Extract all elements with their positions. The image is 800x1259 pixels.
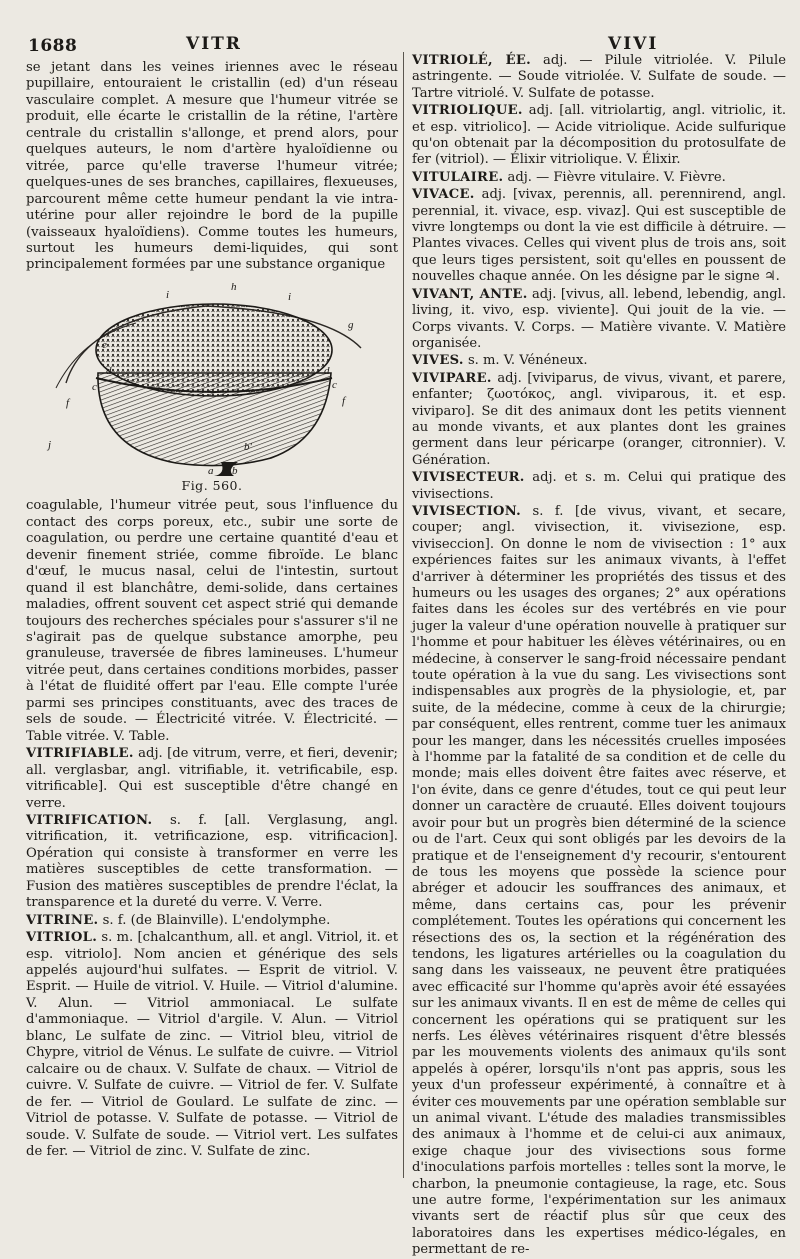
figure-caption: Fig. 560.	[181, 477, 243, 493]
entry-headword: VIVANT, ANTE.	[412, 286, 528, 302]
entry-text: s. f. (de Blainville). L'endolymphe.	[98, 912, 331, 928]
dictionary-entry	[412, 353, 786, 369]
figure-label: i	[166, 288, 170, 301]
left-column	[26, 60, 398, 1178]
entry-text: adj. [de vitrum, verre, et fieri, devenir; all. verglasbar, angl. vitrifiable, it. vetrificabile, esp. vitrificable]. Qui est susceptible d'être changé en verre.	[26, 746, 398, 811]
figure-label: d	[106, 364, 112, 377]
entry-headword: VIVISECTION.	[412, 503, 521, 519]
figure-label: b	[232, 464, 238, 477]
figure-label: g	[348, 318, 354, 331]
dictionary-entry	[412, 470, 786, 503]
figure-label: i	[288, 290, 292, 303]
entry-text: adj. [all. vitriolartig, angl. vitriolic, it. et esp. vitriolico]. — Acide vitriolique. Acide sulfurique qu'on obtenait par la décomposition du protosulfate de fer (vitriol). — Élixir vitriolique. V. Élixir.	[412, 103, 786, 168]
figure-label: c	[92, 380, 97, 393]
dictionary-entry	[412, 371, 786, 469]
dictionary-entry	[26, 813, 398, 912]
dictionary-entry	[412, 53, 786, 102]
vitreous-body-illustration	[26, 278, 398, 476]
guide-word-left: VITR	[186, 34, 242, 54]
retina-dome	[96, 304, 332, 396]
figure-label: f	[342, 394, 346, 407]
entry-headword: VITRIFICATION.	[26, 812, 153, 828]
entry-headword: VIVACE.	[412, 187, 475, 203]
page-number: 1688	[28, 36, 78, 56]
figure-label: e	[102, 338, 107, 351]
dictionary-entry	[26, 930, 398, 1160]
entry-text: adj. — Pilule vitriolée. V. Pilule astringente. — Soude vitriolée. V. Sulfate de soude. — Tartre vitriolé. V. Sulfate de potasse.	[412, 53, 786, 101]
entry-headword: VIVIPARE.	[412, 370, 492, 386]
entry-text: adj. et s. m. Celui qui pratique des vivisections.	[412, 470, 786, 502]
entry-text: adj. [vivax, perennis, all. perennirend, angl. perennial, it. vivace, esp. vivaz]. Qui est susceptible de vivre longtemps ou dont la vie est difficile à détruire. — Plantes vivaces. Celles qui vivent plus de trois ans, soit que leurs tiges persistent, soit qu'elles en poussent de nouvelles chaque année. On les désigne par le signe ♃.	[412, 187, 786, 285]
entry-headword: VITRINE.	[26, 912, 99, 928]
entry-text: adj. — Fièvre vitulaire. V. Fièvre.	[503, 169, 726, 185]
dictionary-entry	[412, 187, 786, 285]
figure-label: j	[48, 438, 52, 451]
body-paragraph: se jetant dans les veines iriennes avec le réseau pupillaire, entouraient le cristallin (ed) d'un réseau vasculaire complet. A mesure que l'humeur vitrée se produit, elle écarte le cristallin de la rétine, l'artère centrale du cristallin s'allonge, et prend alors, pour quelques auteurs, le nom d'artère hyaloïdienne ou vitrée, parce qu'elle traverse l'humeur vitrée; quelques-unes de ses branches, capillaires, flexueuses, parcourent même cette humeur pendant la vie intra-utérine pour aller rejoindre le bord de la pupille (vaisseaux hyaloïdiens). Comme toutes les humeurs, surtout les humeurs demi-liquides, qui sont principalement formées par une substance organique	[26, 60, 398, 273]
dictionary-entry	[412, 287, 786, 353]
column-rule	[403, 52, 404, 1178]
body-paragraph: coagulable, l'humeur vitrée peut, sous l'influence du contact des corps poreux, etc., subir une sorte de coagulation, ou perdre une certaine quantité d'eau et devenir finement striée, comme fibroïde. Le blanc d'œuf, le mucus nasal, celui de l'intestin, surtout quand il est blanchâtre, demi-solide, dans certaines maladies, offrent souvent cet aspect strié qui demande toujours des recherches spéciales pour s'assurer s'il ne s'agirait pas de quelque substance amorphe, peu granuleuse, traversée de fibres lamineuses. L'humeur vitrée peut, dans certaines conditions morbides, passer à l'état de fluidité offert par l'eau. Elle compte l'urée parmi ses principes constituants, avec des traces de sels de soude. — Électricité vitrée. V. Électricité. — Table vitrée. V. Table.	[26, 498, 398, 744]
figure-label: h	[231, 280, 237, 293]
figure-label: d	[324, 364, 330, 377]
guide-word-right: VIVI	[608, 34, 659, 54]
dictionary-entry	[26, 913, 398, 929]
dictionary-entry	[412, 504, 786, 1259]
entry-text: adj. [viviparus, de vivus, vivant, et parere, enfanter; ζωοτόκος, angl. viviparous, it. et esp. viviparo]. Se dit des animaux dont les petits viennent au monde vivants, et aux plantes dont les graines germent dans leur péricarpe (oranger, citronnier). V. Génération.	[412, 370, 786, 468]
figure-eye-vitreous	[26, 278, 398, 476]
entry-headword: VIVES.	[412, 353, 464, 369]
entry-headword: VIVISECTEUR.	[412, 470, 525, 486]
right-column	[412, 52, 786, 1258]
figure-label: a	[208, 464, 214, 477]
dictionary-entry	[412, 103, 786, 169]
figure-label: f	[66, 396, 70, 409]
entry-headword: VITRIFIABLE.	[26, 746, 134, 762]
dictionary-entry	[26, 746, 398, 812]
entry-headword: VITRIOLIQUE.	[412, 103, 523, 119]
entry-headword: VITULAIRE.	[412, 169, 504, 185]
entry-text: adj. [vivus, all. lebend, lebendig, angl. living, it. vivo, esp. viviente]. Qui jouit de la vie. — Corps vivants. V. Corps. — Matière vivante. V. Matière organisée.	[412, 286, 786, 351]
entry-headword: VITRIOL.	[26, 930, 98, 946]
entry-text: s. f. [all. Verglasung, angl. vitrification, it. vetrificazione, esp. vitrificacion]. Opération qui consiste à transformer en verre les matières susceptibles de cette transformation. — Fusion des matières susceptibles de prendre l'éclat, la transparence et la dureté du verre. V. Verre.	[26, 812, 398, 911]
entry-text: s. f. [de vivus, vivant, et secare, couper; angl. vivisection, it. vivisezione, esp. viviseccion]. On donne le nom de vivisection : 1° aux expériences faites sur les animaux vivants, à l'effet d'arriver à déterminer les propriétés des tissus et des humeurs ou les usages des organes; 2° aux opérations faites dans les écoles sur des vertébrés en vie pour juger la valeur d'une opération nouvelle à pratiquer sur l'homme et pour habituer les élèves vétérinaires, ou en médecine, à conserver le sang-froid nécessaire pendant toute opération à la vue du sang. Les vivisections sont indispensables aux progrès de la physiologie, et, par suite, de la médecine, comme à ceux de la chirurgie; par conséquent, elles rentrent, comme tuer les animaux pour les manger, dans les nécessités cruelles imposées à l'homme par la fatalité de sa condition et de celle du monde; mais elles doivent être faites avec réserve, et l'on évite, dans ce genre d'études, tout ce qui peut leur donner un caractère de cruauté. Elles doivent toujours avoir pour but un progrès bien déterminé de la science ou de l'art. Ceux qui sont obligés par les devoirs de la pratique et de l'enseignement d'y recourir, s'entourent de tous les moyens que possède la science pour abréger et adoucir les souffrances des animaux, et même, dans certains cas, pour les prévenir complétement. Toutes les opérations qui concernent les résections des os, la section et la régénération des tendons, les ligatures artérielles ou la coagulation du sang dans les vaisseaux, ne peuvent être pratiquées avec efficacité sur l'homme qu'après avoir été essayées sur les animaux vivants. Il en est de même de celles qui concernent les opérations qui se pratiquent sur les nerfs. Les élèves vétérinaires risquent d'être blessés par les mouvements violents des animaux qu'ils sont appelés à opérer, lorsqu'ils n'ont pas appris, sous les yeux d'un professeur expérimenté, à connaître et à éviter ces mouvements par une opération semblable sur un animal vivant. L'étude des maladies transmissibles des animaux à l'homme et de celui-ci aux animaux, exige chaque jour des vivisections sous forme d'inoculations parfois mortelles : telles sont la morve, le charbon, la pneumonie contagieuse, la rage, etc. Sous une autre forme, l'expérimentation sur les animaux vivants sert de réactif plus sûr que ceux des laboratoires dans les expertises médico-légales, en permettant de re-	[412, 503, 786, 1258]
entry-text: s. m. [chalcanthum, all. et angl. Vitriol, it. et esp. vitriolo]. Nom ancien et générique des sels appelés aujourd'hui sulfates. — Esprit de vitriol. V. Esprit. — Huile de vitriol. V. Huile. — Vitriol d'alumine. V. Alun. — Vitriol ammoniacal. Le sulfate d'ammoniaque. — Vitriol d'argile. V. Alun. — Vitriol blanc, Le sulfate de zinc. — Vitriol bleu, vitriol de Chypre, vitriol de Vénus. Le sulfate de cuivre. — Vitriol calcaire ou de chaux. V. Sulfate de chaux. — Vitriol de cuivre. V. Sulfate de cuivre. — Vitriol de fer. V. Sulfate de fer. — Vitriol de Goulard. Le sulfate de zinc. — Vitriol de potasse. V. Sulfate de potasse. — Vitriol de soude. V. Sulfate de soude. — Vitriol vert. Les sulfates de fer. — Vitriol de zinc. V. Sulfate de zinc.	[26, 930, 398, 1160]
dictionary-entry	[412, 170, 786, 186]
figure-label: c	[332, 378, 337, 391]
figure-label: b'	[244, 440, 252, 453]
entry-headword: VITRIOLÉ, ÉE.	[412, 53, 532, 68]
entry-text: s. m. V. Vénéneux.	[463, 353, 588, 369]
